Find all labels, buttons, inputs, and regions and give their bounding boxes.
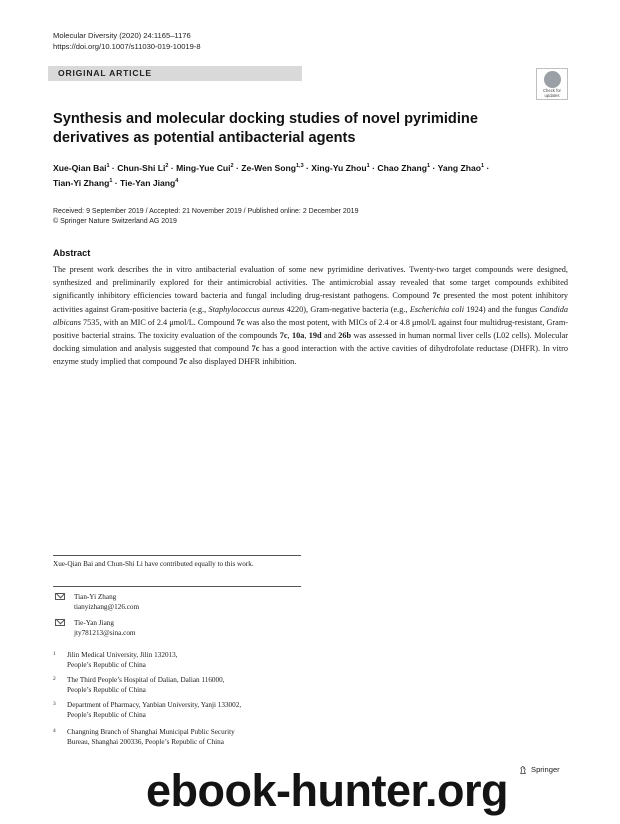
abstract-text: The present work describes the in vitro antibacterial evaluation of some new pyrimidine derivatives. Twenty-two target compounds were designed, synthesized and preliminarily explored for their antimicrobial activities. The antimicrobial assay revealed that some target compounds exhibited significantly inhibitory efficiencies toward bacteria and fungal including drug-resistant pathogens. Compound — [53, 265, 568, 301]
check-updates-line2: updates — [544, 92, 560, 98]
footnote-divider — [53, 555, 301, 556]
organism-name: Escherichia coli — [409, 304, 464, 314]
abstract-text: was also the most potent, with MICs of 2.4 or 4.8 μmol/L against four multidrug-resistant, Gram-positive bacterial strains. The toxicity evaluation of the compounds — [53, 317, 569, 341]
affiliation-line: The Third People’s Hospital of Dalian, Dalian 116000, — [67, 676, 225, 684]
publication-dates — [53, 207, 358, 227]
title-line-2: derivatives as potential antibacterial agents — [53, 130, 356, 146]
abstract-text: 7535, with an MIC of 2.4 μmol/L. Compound — [80, 317, 237, 327]
author-affiliation-ref: 1 — [106, 163, 110, 170]
author-affiliation-ref: 1 — [481, 163, 485, 170]
doi-link[interactable]: https://doi.org/10.1007/s11030-019-10019-8 — [53, 42, 201, 51]
envelope-icon — [55, 593, 65, 600]
affiliation-line: Jilin Medical University, Jilin 132013, — [67, 651, 178, 659]
author-affiliation-ref: 1 — [427, 163, 431, 170]
title-line-1: Synthesis and molecular docking studies of novel pyrimidine — [53, 111, 478, 127]
abstract-text: also displayed DHFR inhibition. — [187, 357, 297, 367]
affiliation-line: Changning Branch of Shanghai Municipal Public Security — [67, 728, 235, 736]
compound-ref: 19d — [308, 331, 322, 341]
author-name[interactable]: Chun-Shi Li — [117, 163, 166, 173]
affiliation-number: 3 — [53, 701, 56, 707]
correspondent-name: Tie-Yan Jiang — [74, 619, 114, 627]
compound-ref: 10a — [291, 331, 305, 341]
author-affiliation-ref: 1 — [109, 177, 113, 184]
publisher-name: Springer — [531, 765, 560, 774]
abstract-body — [53, 263, 568, 369]
abstract-text: was assessed in human normal liver cells (L02 cells). Molecular docking simulation and analysis suggested that compound — [53, 331, 568, 354]
abstract-text: 1924) and the fungus — [464, 304, 540, 314]
abstract-heading: Abstract — [53, 248, 91, 258]
affiliation-number: 2 — [53, 676, 56, 682]
author-affiliation-ref: 1 — [366, 163, 370, 170]
compound-ref: 7c — [179, 357, 188, 367]
compound-ref: 7c — [236, 317, 245, 327]
author-name[interactable]: Ze-Wen Song — [241, 163, 296, 173]
article-type-label: ORIGINAL ARTICLE — [48, 66, 302, 81]
author-affiliation-ref: 2 — [165, 163, 169, 170]
abstract-text: 4220), Gram-negative bacteria (e.g., — [284, 304, 410, 314]
check-for-updates-badge[interactable] — [536, 68, 568, 100]
author-name[interactable]: Ming-Yue Cui — [176, 163, 231, 173]
affiliation-number: 4 — [53, 728, 56, 734]
publication-history: Received: 9 September 2019 / Accepted: 21 November 2019 / Published online: 2 December 2019 — [53, 208, 359, 215]
affiliation-item — [53, 727, 313, 747]
abstract-text: has a good interaction with the active cavities of dihydrofolate reductase (DHFR). In vitro enzyme study implied that compound — [53, 344, 568, 367]
correspondent-name: Tian-Yi Zhang — [74, 593, 117, 601]
author-line-2: Tian-Yi Zhang$^1$ · Tie-Yan Jiang$^4$ — [53, 177, 179, 188]
affiliation-number: 1 — [53, 651, 56, 657]
correspondence-entry — [55, 592, 139, 612]
affiliation-line: People’s Republic of China — [67, 711, 146, 719]
author-name[interactable]: Tie-Yan Jiang — [120, 177, 176, 188]
organism-name: Staphylococcus aureus — [208, 304, 285, 314]
affiliation-line: People’s Republic of China — [67, 686, 146, 694]
compound-ref: 7c — [251, 344, 260, 354]
journal-header — [53, 30, 201, 52]
envelope-icon — [55, 619, 65, 626]
journal-citation: Molecular Diversity (2020) 24:1165–1176 — [53, 31, 191, 40]
correspondent-email[interactable]: jty781213@sina.com — [74, 629, 136, 637]
author-line-1: Xue-Qian Bai$^1$ · Chun-Shi $Li^2$ · Ming-Yue Cui$^2$ · Ze-Wen Song$^{1,3}$ · Xing-Yu Zhou$^1$ · Chao Zhang$^1$ · Yang Zhao$^1$ · — [53, 163, 490, 173]
footnote-divider — [53, 586, 301, 587]
springer-horse-icon — [519, 765, 528, 775]
correspondent-email[interactable]: tianyizhang@126.com — [74, 603, 140, 611]
compound-ref: 7c — [432, 291, 441, 301]
copyright-notice: © Springer Nature Switzerland AG 2019 — [53, 218, 177, 225]
organism-name: Candida albicans — [53, 304, 568, 327]
affiliation-item — [53, 700, 313, 720]
abstract-text: , — [287, 331, 292, 341]
equal-contribution-note: Xue-Qian Bai and Chun-Shi Li have contributed equally to this work. — [53, 560, 254, 568]
author-affiliation-ref: 1,3 — [296, 163, 304, 170]
compound-ref: 26b — [338, 331, 352, 341]
author-affiliation-ref: 2 — [230, 163, 234, 170]
author-list — [53, 161, 563, 191]
affiliation-item — [53, 675, 313, 695]
correspondence-entry — [55, 618, 136, 638]
author-name[interactable]: Tian-Yi Zhang — [53, 177, 110, 188]
compound-ref: 7c — [279, 331, 288, 341]
publisher-logo — [519, 765, 560, 775]
affiliation-item — [53, 650, 313, 670]
author-affiliation-ref: 4 — [175, 177, 179, 184]
affiliation-line: Department of Pharmacy, Yanbian University, Yanji 133002, — [67, 701, 242, 709]
abstract-text: , — [304, 331, 309, 341]
author-name[interactable]: Xue-Qian Bai — [53, 163, 107, 173]
author-name[interactable]: Chao Zhang — [377, 163, 428, 173]
affiliation-line: People’s Republic of China — [67, 661, 146, 669]
check-updates-line1: Check for — [543, 88, 561, 93]
watermark-text: ebook-hunter.org — [146, 765, 508, 816]
abstract-text: and — [321, 331, 339, 341]
affiliation-line: Bureau, Shanghai 200336, People’s Republic of China — [67, 738, 224, 746]
author-name[interactable]: Yang Zhao — [437, 163, 482, 173]
abstract-text: presented the most potent inhibitory activities against Gram-positive bacteria (e.g., — [53, 291, 569, 314]
author-name[interactable]: Xing-Yu Zhou — [311, 163, 367, 173]
update-check-icon — [544, 71, 561, 88]
article-title — [53, 110, 553, 148]
